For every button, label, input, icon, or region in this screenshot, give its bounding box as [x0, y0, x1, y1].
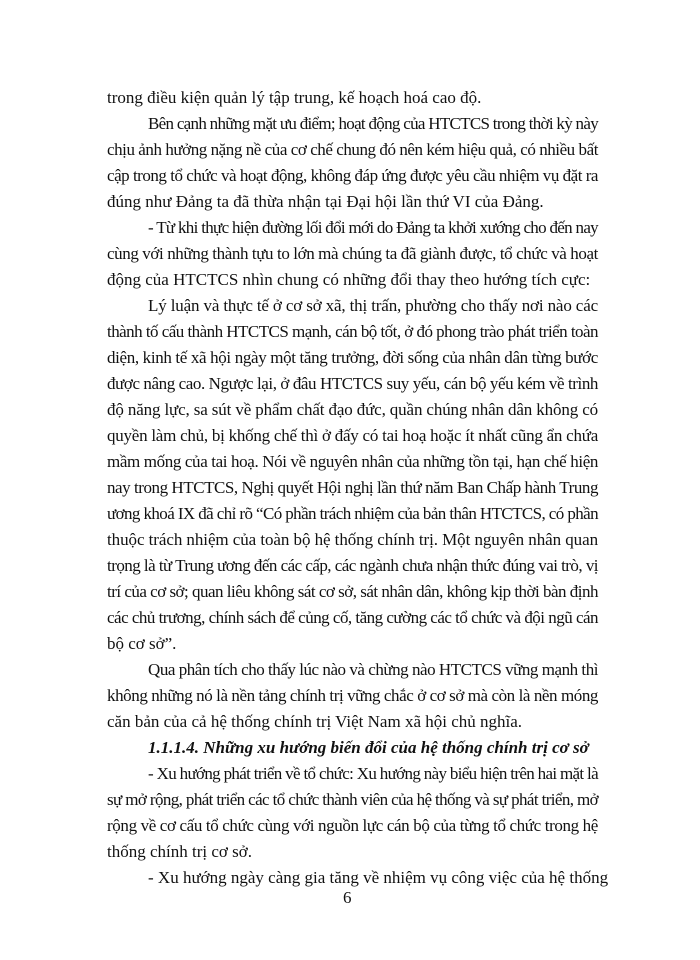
text-line: thống chính trị cơ sở. — [107, 842, 252, 861]
text-line: sự mở rộng, phát triển các tổ chức thành viên của hệ thống và sự phát triển, mở — [107, 790, 598, 809]
text-line: bộ cơ sở”. — [107, 634, 177, 653]
section-heading: 1.1.1.4. Những xu hướng biến đổi của hệ thống chính trị cơ sở — [148, 738, 589, 757]
text-line: căn bản của cả hệ thống chính trị Việt Nam xã hội chủ nghĩa. — [107, 712, 523, 731]
text-line: chịu ảnh hưởng nặng nề của cơ chế chung đó nên kém hiệu quả, có nhiều bất — [107, 140, 598, 159]
text-line: thành tố cấu thành HTCTCS mạnh, cán bộ tốt, ở đó phong trào phát triển toàn — [107, 322, 598, 341]
text-line: được nâng cao. Ngược lại, ở đâu HTCTCS suy yếu, cán bộ yếu kém về trình — [107, 374, 598, 393]
text-line: trong điều kiện quản lý tập trung, kế hoạch hoá cao độ. — [107, 88, 482, 107]
page-number: 6 — [343, 888, 352, 907]
text-line: nay trong HTCTCS, Nghị quyết Hội nghị lần thứ năm Ban Chấp hành Trung — [107, 478, 598, 497]
text-line: Bên cạnh những mặt ưu điểm; hoạt động của HTCTCS trong thời kỳ này — [148, 114, 598, 133]
text-line: động của HTCTCS nhìn chung có những đổi thay theo hướng tích cực: — [107, 270, 591, 289]
text-line: độ năng lực, sa sút về phẩm chất đạo đức, quần chúng nhân dân không có — [107, 400, 599, 419]
text-line: quyền làm chủ, bị khống chế thì ở đấy có tai hoạ hoặc ít nhất cũng ẩn chứa — [107, 426, 598, 445]
text-line: - Từ khi thực hiện đường lối đổi mới do Đảng ta khởi xướng cho đến nay — [148, 218, 598, 237]
text-line: trọng là từ Trung ương đến các cấp, các ngành chưa nhận thức đúng vai trò, vị — [107, 556, 598, 575]
text-line: thuộc trách nhiệm của toàn bộ hệ thống chính trị. Một nguyên nhân quan — [107, 530, 598, 549]
text-line: các chủ trương, chính sách để củng cố, tăng cường các tổ chức và đội ngũ cán — [107, 608, 599, 627]
text-line: cùng với những thành tựu to lớn mà chúng ta đã giành được, tổ chức và hoạt — [107, 244, 598, 263]
text-line: không những nó là nền tảng chính trị vững chắc ở cơ sở mà còn là nền móng — [107, 686, 598, 705]
text-line: Qua phân tích cho thấy lúc nào và chừng nào HTCTCS vững mạnh thì — [148, 660, 598, 679]
text-line: diện, kinh tế xã hội ngày một tăng trưởng, đời sống của nhân dân từng bước — [107, 348, 598, 367]
text-line: mầm mống của tai hoạ. Nói về nguyên nhân của những tồn tại, hạn chế hiện — [107, 452, 598, 471]
text-line: Lý luận và thực tế ở cơ sở xã, thị trấn, phường cho thấy nơi nào các — [148, 296, 598, 315]
text-line: cập trong tổ chức và hoạt động, không đáp ứng được yêu cầu nhiệm vụ đặt ra — [107, 166, 598, 185]
text-line: rộng về cơ cấu tổ chức cùng với nguồn lực cán bộ của từng tổ chức trong hệ — [107, 816, 598, 835]
text-line: - Xu hướng ngày càng gia tăng về nhiệm vụ công việc của hệ thống — [148, 868, 609, 887]
text-line: đúng như Đảng ta đã thừa nhận tại Đại hội lần thứ VI của Đảng. — [107, 192, 544, 211]
text-line: ương khoá IX đã chỉ rõ “Có phần trách nhiệm của bản thân HTCTCS, có phần — [107, 504, 598, 523]
text-line: trí của cơ sở; quan liêu không sát cơ sở, sát nhân dân, không kịp thời bàn định — [107, 582, 598, 601]
text-line: - Xu hướng phát triển về tổ chức: Xu hướng này biểu hiện trên hai mặt là — [148, 764, 598, 783]
